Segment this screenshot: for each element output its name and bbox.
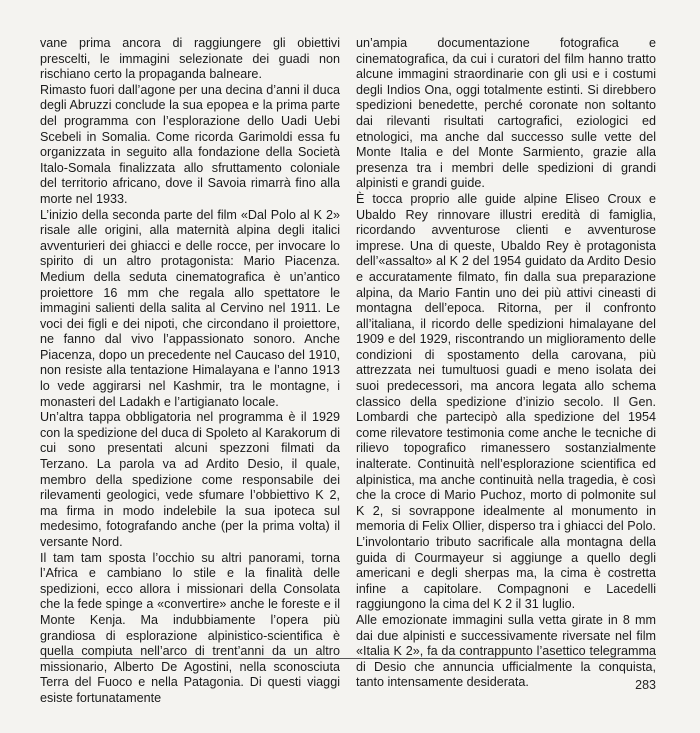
paragraph: un’ampia documentazione fotografica e cinematografica, da cui i curatori del film hanno tratto alcune immagini straordinarie con gli usi e i costumi degli Indios Ona, oggi totalmente estinti. Si direbbero spedizioni benedette, perché coronate non soltanto dai rilevanti risultati cartografici, eziologici ed etnologici, ma anche dal successo sulle vette del Monte Italia e del Monte Sarmiento, grazie alla presenza tra i membri delle spedizioni di grandi alpinisti e grandi guide. bbox=[356, 36, 656, 191]
paragraph: È tocca proprio alle guide alpine Eliseo Croux e Ubaldo Rey rinnovare illustri eredità di famiglia, ricordando avventurose clienti e avventurose imprese. Una di queste, Ubaldo Rey è protagonista dell’«assalto» al K 2 del 1954 guidato da Ardito Desio e accuratamente filmato, fin dalla sua preparazione alpina, da Mario Fantin uno dei più attivi cineasti di montagna dell’epoca. Ritorna, per il confronto all’italiana, il ricordo delle spedizioni himalayane del 1909 e del 1929, riscontrando un miglioramento delle condizioni di spostamento della carovana, più attrezzata nei tumultuosi guadi e meno isolata dei suoi predecessori, ma ancora legata allo schema classico della spedizione d’inizio secolo. Il Gen. Lombardi che partecipò alla spedizione del 1954 come rilevatore testimonia come anche le tecniche di rilievo topografico rimanessero sostanzialmente inalterate. Continuità nell’esplorazione scientifica ed alpinistica, ma anche continuità nella tragedia, è così che la croce di Mario Puchoz, morto di polmonite sul K 2, si sovrappone idealmente al monumento in memoria di Felix Ollier, disperso tra i ghiacci del Polo. L’involontario tributo sacrificale alla montagna della guida di Courmayeur si aggiunge a quello degli americani e degli sherpas ma, la cima è costretta infine a capitolare. Compagnoni e Lacedelli raggiungono la cima del K 2 il 31 luglio. bbox=[356, 191, 656, 612]
paragraph: Il tam tam sposta l’occhio su altri panorami, torna l’Africa e cambiano lo stile e la finalità delle spedizioni, ecco allora i missionari della Consolata che la fede spinge a «convertire» anche le foreste e il Monte Kenja. Ma indubbiamente l’opera più grandiosa di esplorazione alpinistico-scientifica è quella compiuta nell’arco di trent’anni da un altro missionario, Alberto De Agostini, nella sconosciuta Terra del Fuoco e nella Patagonia. Di questi viaggi esiste fortunatamente bbox=[40, 550, 340, 705]
paragraph: vane prima ancora di raggiungere gli obiettivi prescelti, le immagini selezionate dei guadi non rischiano certo la propaganda balneare. bbox=[40, 36, 340, 82]
right-text-column bbox=[356, 36, 656, 691]
page-number: 283 bbox=[635, 678, 656, 692]
paragraph: Rimasto fuori dall’agone per una decina d’anni il duca degli Abruzzi conclude la sua epopea e la prima parte del programma con l’esplorazione dello Uadi Uebi Scebeli in Somalia. Come ricorda Garimoldi essa fu organizzata in seguito alla fondazione della Società Italo-Somala finalizzata allo sfruttamento coloniale del territorio africano, dove il Savoia rimarrà fino alla morte nel 1933. bbox=[40, 82, 340, 206]
left-text-column bbox=[40, 36, 340, 707]
paragraph: Un’altra tappa obbligatoria nel programma è il 1929 con la spedizione del duca di Spoleto al Karakorum di cui sono presentati alcuni spezzoni filmati da Terzano. La parola va ad Ardito Desio, il quale, membro della spedizione come responsabile dei rilevamenti geologici, vede sfumare l’obbiettivo K 2, ma firma in modo indelebile la sua ipoteca sul medesimo, fotografando anche (per la prima volta) il versante Nord. bbox=[40, 410, 340, 549]
paragraph: Alle emozionate immagini sulla vetta girate in 8 mm dai due alpinisti e successivamente riversate nel film «Italia K 2», fa da contrappunto l’asettico telegramma di Desio che annuncia ufficialmente la conquista, tanto intensamente desiderata. bbox=[356, 612, 656, 690]
footer-rule bbox=[40, 658, 656, 659]
paragraph: L’inizio della seconda parte del film «Dal Polo al K 2» risale alle origini, alla maternità alpina degli italici avventurieri dei ghiacci e delle rocce, per invocare lo spirito di un altro protagonista: Mario Piacenza. Medium della seduta cinematografica è un’antico proiettore 16 mm che regala allo spettatore le immagini salienti della salita al Cervino nel 1911. Le voci dei figli e dei nipoti, che circondano il proiettore, ne fanno dal vivo l’appassionato sonoro. Anche Piacenza, dopo un precedente nel Caucaso del 1910, non resiste alla tentazione Himalayana e l’anno 1913 lo vede aggirarsi nel Kashmir, tra le montagne, i monasteri del Ladakh e l’artigianato locale. bbox=[40, 207, 340, 409]
